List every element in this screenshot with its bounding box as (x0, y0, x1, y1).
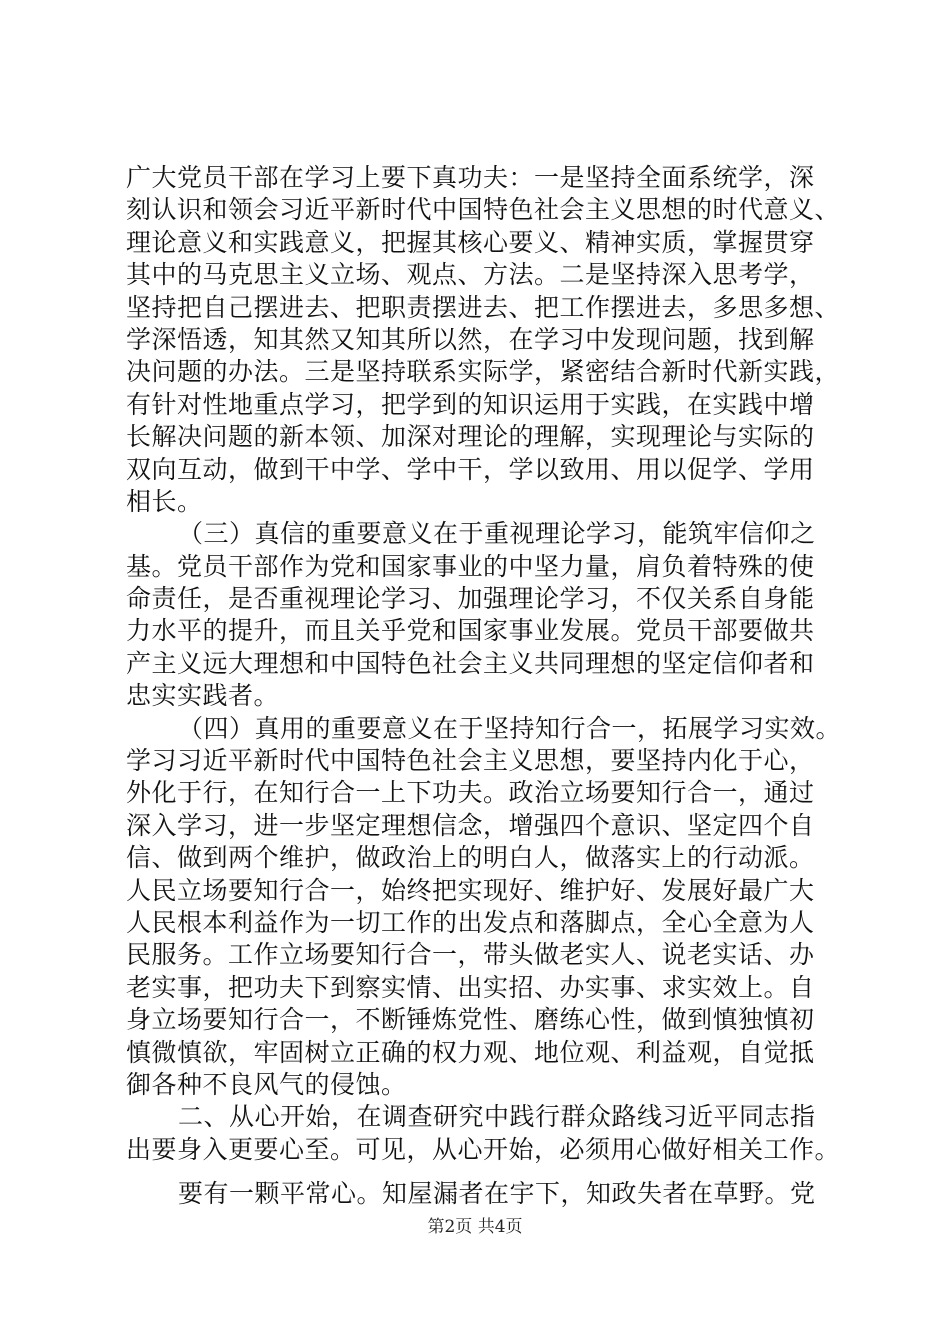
text-line: 命责任，是否重视理论学习、加强理论学习，不仅关系自身能 (126, 584, 815, 614)
text-line: 决问题的办法。三是坚持联系实际学，紧密结合新时代新实践， (126, 357, 841, 387)
page-footer: 第2页 共4页 (427, 1217, 523, 1237)
text-line: 坚持把自己摆进去、把职责摆进去、把工作摆进去，多思多想、 (126, 292, 841, 322)
text-line: （四）真用的重要意义在于坚持知行合一，拓展学习实效。 (178, 713, 842, 743)
text-line: 学习习近平新时代中国特色社会主义思想，要坚持内化于心， (126, 746, 815, 776)
text-line: 广大党员干部在学习上要下真功夫：一是坚持全面系统学，深 (126, 163, 815, 192)
text-line: 御各种不良风气的侵蚀。 (126, 1069, 407, 1099)
text-line: 学深悟透，知其然又知其所以然，在学习中发现问题，找到解 (126, 324, 815, 354)
text-line: 产主义远大理想和中国特色社会主义共同理想的坚定信仰者和 (126, 648, 815, 678)
text-line: 人民根本利益作为一切工作的出发点和落脚点，全心全意为人 (126, 907, 815, 937)
text-line: 慎微慎欲，牢固树立正确的权力观、地位观、利益观，自觉抵 (126, 1037, 815, 1067)
text-line: 力水平的提升，而且关乎党和国家事业发展。党员干部要做共 (126, 616, 815, 646)
text-line: （三）真信的重要意义在于重视理论学习，能筑牢信仰之 (178, 519, 816, 549)
text-line: 外化于行，在知行合一上下功夫。政治立场要知行合一，通过 (126, 778, 815, 808)
text-line: 其中的马克思主义立场、观点、方法。二是坚持深入思考学， (126, 260, 815, 290)
text-line: 刻认识和领会习近平新时代中国特色社会主义思想的时代意义、 (126, 195, 841, 225)
text-line: 出要身入更要心至。可见，从心开始，必须用心做好相关工作。 (126, 1134, 841, 1164)
text-line: 身立场要知行合一，不断锤炼党性、磨练心性，做到慎独慎初 (126, 1005, 815, 1035)
text-line: 二、从心开始，在调查研究中践行群众路线习近平同志指 (178, 1102, 816, 1132)
text-line: 基。党员干部作为党和国家事业的中坚力量，肩负着特殊的使 (126, 551, 815, 581)
text-line: 忠实实践者。 (126, 681, 280, 711)
text-line: 长解决问题的新本领、加深对理论的理解，实现理论与实际的 (126, 422, 815, 452)
text-line: 老实事，把功夫下到察实情、出实招、办实事、求实效上。自 (126, 972, 815, 1002)
text-line: 有针对性地重点学习，把学到的知识运用于实践，在实践中增 (126, 389, 815, 419)
text-line: 信、做到两个维护，做政治上的明白人，做落实上的行动派。 (126, 843, 815, 873)
text-line: 深入学习，进一步坚定理想信念，增强四个意识、坚定四个自 (126, 810, 815, 840)
text-line: 相长。 (126, 486, 203, 516)
text-line: 双向互动，做到干中学、学中干，学以致用、用以促学、学用 (126, 454, 815, 484)
document-body (126, 162, 846, 1211)
text-line: 要有一颗平常心。知屋漏者在宇下，知政失者在草野。党 (178, 1179, 816, 1209)
text-line: 民服务。工作立场要知行合一，带头做老实人、说老实话、办 (126, 940, 815, 970)
text-line: 理论意义和实践意义，把握其核心要义、精神实质，掌握贯穿 (126, 227, 815, 257)
text-line: 人民立场要知行合一，始终把实现好、维护好、发展好最广大 (126, 875, 815, 905)
